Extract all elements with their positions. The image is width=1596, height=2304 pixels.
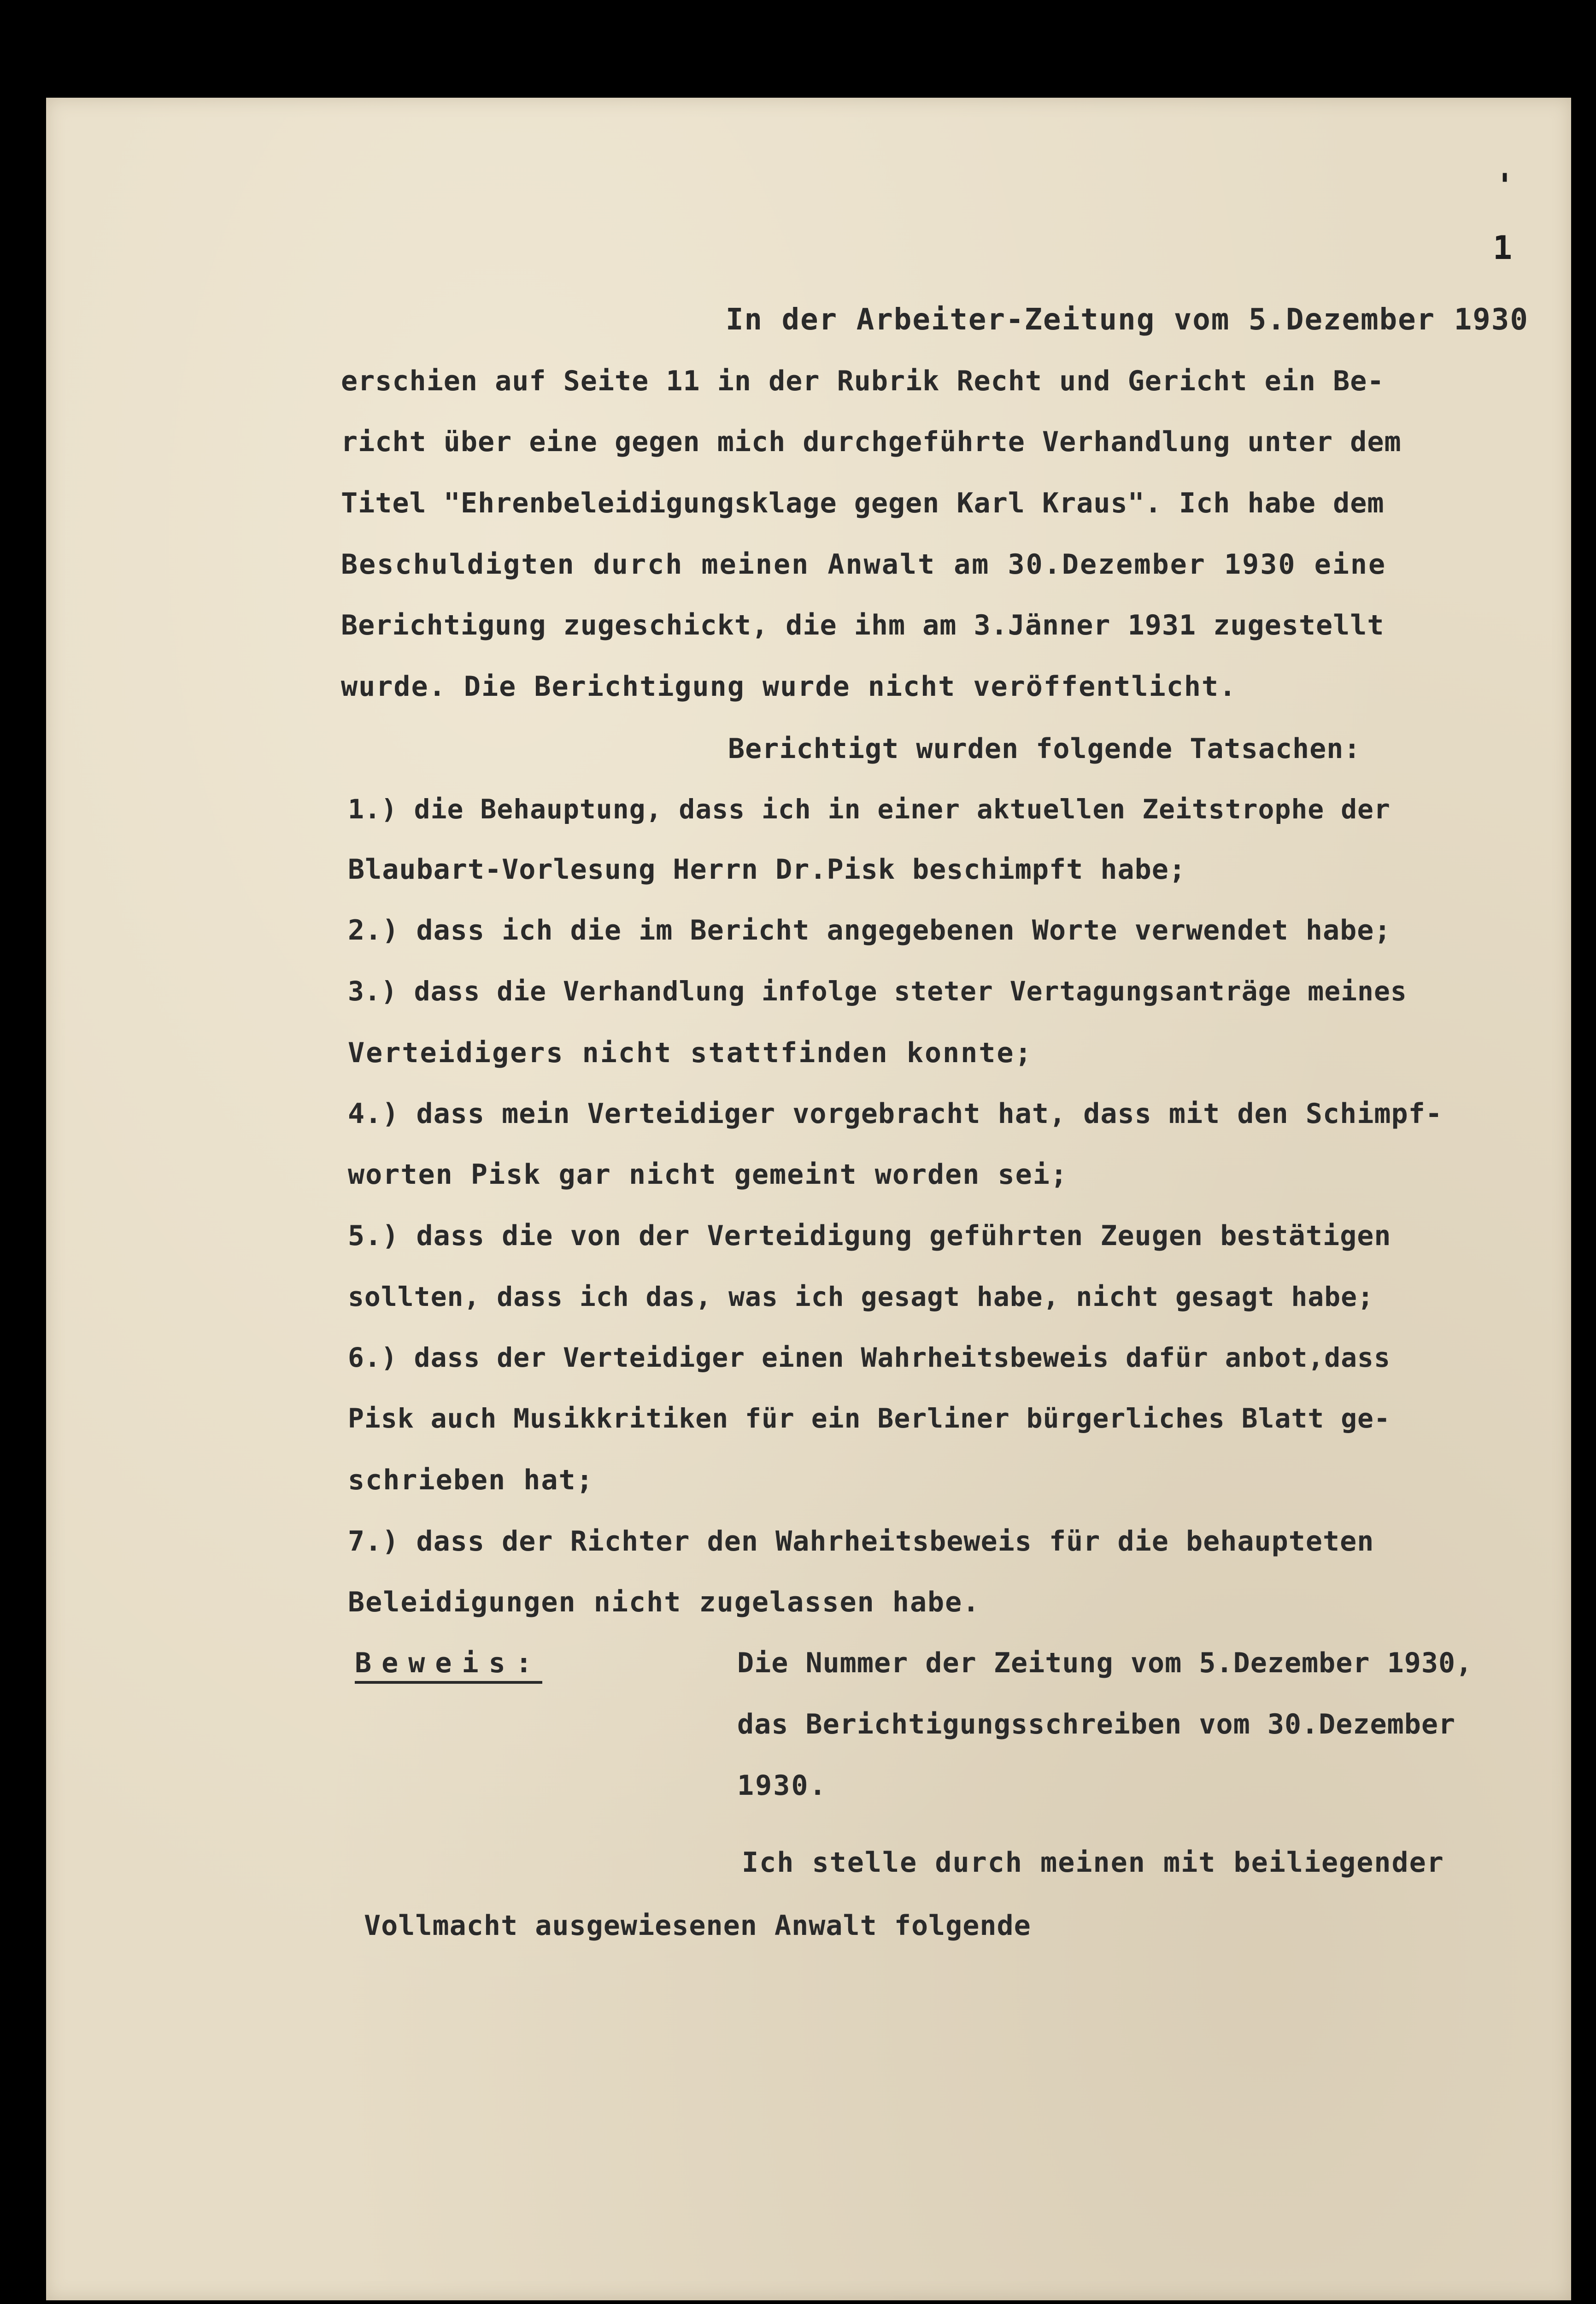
- paragraph-line: Titel "Ehrenbeleidigungsklage gegen Karl Kraus". Ich habe dem: [341, 487, 1385, 519]
- list-item: 4.) dass mein Verteidiger vorgebracht hat, dass mit den Schimpf-: [348, 1098, 1443, 1130]
- beweis-label: Beweis:: [355, 1647, 542, 1684]
- margin-mark-page-number: 1: [1493, 229, 1513, 267]
- paragraph-line: Beschuldigten durch meinen Anwalt am 30.Dezember 1930 eine: [341, 548, 1387, 581]
- paragraph-line: In der Arbeiter-Zeitung vom 5.Dezember 1930: [726, 303, 1529, 337]
- list-item: 1.) die Behauptung, dass ich in einer aktuellen Zeitstrophe der: [348, 793, 1391, 825]
- list-item: worten Pisk gar nicht gemeint worden sei;: [348, 1158, 1068, 1191]
- list-item: 3.) dass die Verhandlung infolge steter Vertagungsanträge meines: [348, 976, 1407, 1007]
- beweis-line: 1930.: [737, 1769, 827, 1802]
- list-item: 2.) dass ich die im Bericht angegebenen Worte verwendet habe;: [348, 914, 1391, 946]
- list-item: 5.) dass die von der Verteidigung geführten Zeugen bestätigen: [348, 1220, 1391, 1252]
- closing-line: Vollmacht ausgewiesenen Anwalt folgende: [364, 1910, 1031, 1942]
- margin-mark-top: ': [1495, 167, 1515, 205]
- paragraph-line: richt über eine gegen mich durchgeführte Verhandlung unter dem: [341, 426, 1402, 458]
- beweis-line: Die Nummer der Zeitung vom 5.Dezember 1930,: [737, 1647, 1473, 1679]
- list-item: Blaubart-Vorlesung Herrn Dr.Pisk beschimpft habe;: [348, 853, 1186, 886]
- list-item: Verteidigers nicht stattfinden konnte;: [348, 1037, 1033, 1069]
- closing-line: Ich stelle durch meinen mit beiliegender: [742, 1846, 1444, 1879]
- list-item: schrieben hat;: [348, 1464, 594, 1496]
- paragraph-line: Berichtigung zugeschickt, die ihm am 3.Jänner 1931 zugestellt: [341, 609, 1385, 641]
- paragraph-line: wurde. Die Berichtigung wurde nicht veröffentlicht.: [341, 670, 1237, 703]
- document-page: [46, 98, 1571, 2300]
- beweis-line: das Berichtigungsschreiben vom 30.Dezember: [737, 1708, 1456, 1740]
- paragraph-line: Berichtigt wurden folgende Tatsachen:: [728, 733, 1361, 765]
- paragraph-line: erschien auf Seite 11 in der Rubrik Recht und Gericht ein Be-: [341, 365, 1385, 397]
- list-item: sollten, dass ich das, was ich gesagt habe, nicht gesagt habe;: [348, 1281, 1374, 1312]
- list-item: Pisk auch Musikkritiken für ein Berliner bürgerliches Blatt ge-: [348, 1403, 1391, 1434]
- list-item: 7.) dass der Richter den Wahrheitsbeweis für die behaupteten: [348, 1525, 1374, 1558]
- list-item: 6.) dass der Verteidiger einen Wahrheitsbeweis dafür anbot,dass: [348, 1342, 1391, 1373]
- list-item: Beleidigungen nicht zugelassen habe.: [348, 1586, 980, 1618]
